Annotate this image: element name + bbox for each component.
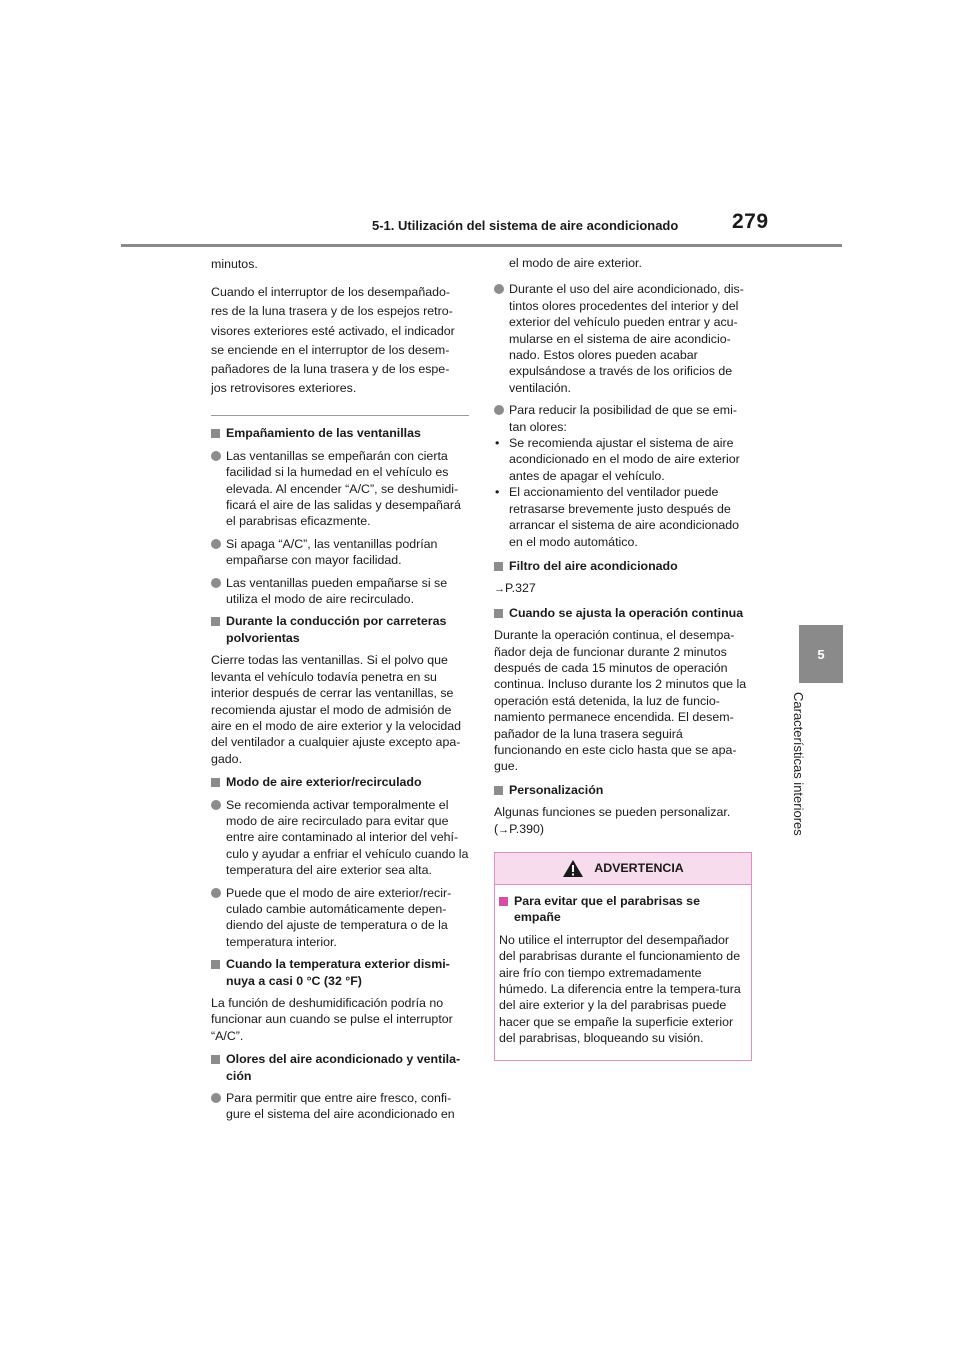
section-heading xyxy=(211,425,469,441)
section-heading xyxy=(494,605,752,621)
bullet-text: Se recomienda activar temporalmente el modo de aire recirculado para evitar que entre aire contaminado al interior del vehí-culo y ayudar a enfriar el vehículo cuando la temperatura del aire exterior sea alta. xyxy=(226,797,469,878)
paragraph: No utilice el interruptor del desempañador del parabrisas durante el funcionamiento de aire frío con tiempo extremadamente húmedo. La diferencia entre la tempera-tura del aire exterior y la del parabrisas puede hacer que se empañe la superficie exterior del parabrisas, bloqueando su visión. xyxy=(499,932,741,1046)
section-heading-text: Personalización xyxy=(509,782,604,797)
reference-text: P.390) xyxy=(509,821,545,836)
section-heading-text: Modo de aire exterior/recirculado xyxy=(226,775,422,790)
bullet-text: Si apaga “A/C”, las ventanillas podrían empañarse con mayor facilidad. xyxy=(226,536,438,568)
section-heading xyxy=(211,774,469,790)
paragraph-text: Algunas funciones se pueden personalizar. xyxy=(494,805,731,820)
bullet-item xyxy=(211,1090,469,1123)
bullet-item xyxy=(211,575,469,608)
intro-line: visores exteriores esté activado, el indicador xyxy=(211,323,455,338)
square-bullet-icon xyxy=(211,617,220,626)
intro-line: res de la luna trasera y de los espejos retro- xyxy=(211,304,453,319)
circle-bullet-icon xyxy=(211,1093,221,1103)
intro-line: Cuando el interruptor de los desempañado- xyxy=(211,285,451,300)
header-rule xyxy=(121,244,842,247)
circle-bullet-icon xyxy=(211,800,221,810)
circle-bullet-icon xyxy=(211,888,221,898)
page-reference[interactable] xyxy=(494,580,752,597)
section-heading-text: Durante la conducción por carreteras polvorientas xyxy=(226,614,447,645)
bullet-text: Las ventanillas se empeñarán con cierta facilidad si la humedad en el vehículo es elevada. Al encender “A/C”, se deshumidi-ficará el aire de las salidas y desempañará el parabrisas eficazmente. xyxy=(226,448,461,529)
bullet-item xyxy=(211,536,469,569)
bullet-text: Durante el uso del aire acondicionado, dis-tintos olores procedentes del interior y del exterior del vehículo pueden entrar y acu-mularse en el sistema de aire acondicio-nado. Estos olores pueden acabar expulsándose a través de los orificios de ventilación. xyxy=(509,282,744,395)
intro-line: minutos. xyxy=(211,257,258,271)
square-bullet-icon xyxy=(499,897,508,906)
section-divider xyxy=(211,415,469,416)
bullet-item xyxy=(494,402,752,435)
section-heading-text: Empañamiento de las ventanillas xyxy=(226,426,421,441)
paren-open: ( xyxy=(494,821,499,836)
arrow-right-icon: → xyxy=(498,823,510,836)
circle-bullet-icon xyxy=(494,405,504,415)
bullet-text: Para reducir la posibilidad de que se emi-tan olores: xyxy=(509,403,737,434)
circle-bullet-icon xyxy=(211,578,221,588)
bullet-text: Puede que el modo de aire exterior/recir-culado cambie automáticamente depen-diendo del ajuste de temperatura o de la temperatura interior. xyxy=(226,885,452,949)
bullet-text: Las ventanillas pueden empañarse si se utiliza el modo de aire recirculado. xyxy=(226,575,448,607)
section-heading xyxy=(494,782,752,798)
section-heading-text: Olores del aire acondicionado y ventila-ción xyxy=(226,1052,461,1083)
section-heading xyxy=(211,956,469,989)
section-heading xyxy=(499,893,745,926)
square-bullet-icon xyxy=(211,429,220,438)
dash-item xyxy=(494,484,752,550)
chapter-label: Características interiores xyxy=(791,692,806,836)
paragraph: La función de deshumidificación podría no funcionar aun cuando se pulse el interruptor “A/C”. xyxy=(211,996,453,1043)
section-heading xyxy=(211,613,469,646)
bullet-item xyxy=(211,885,469,951)
dot-marker: • xyxy=(495,485,500,500)
paragraph xyxy=(494,804,752,838)
paragraph: Durante la operación continua, el desempa-ñador deja de funcionar durante 2 minutos después de cada 15 minutos de operación continua. Incluso durante los 2 minutos que la operación está detenida, la luz de funcio-namiento permanece encendida. El desem-pañador de la luna trasera seguirá funcionando en este ciclo hasta que se apa-gue. xyxy=(494,628,747,774)
section-heading-text: Filtro del aire acondicionado xyxy=(509,558,678,573)
circle-bullet-icon xyxy=(494,284,504,294)
square-bullet-icon xyxy=(211,1055,220,1064)
paragraph: Cierre todas las ventanillas. Si el polvo que levanta el vehículo todavía penetra en su interior después de cerrar las ventanillas, se recomienda ajustar el modo de admisión de aire en el modo de aire exterior y la velocidad del ventilador a cualquier ajuste excepto apa-gado. xyxy=(211,653,462,766)
section-heading xyxy=(494,558,752,574)
bullet-item xyxy=(211,797,469,879)
circle-bullet-icon xyxy=(211,451,221,461)
section-heading-text: Cuando la temperatura exterior dismi-nuya a casi 0 °C (32 °F) xyxy=(226,957,450,988)
bullet-item xyxy=(494,281,752,396)
dash-text: El accionamiento del ventilador puede retrasarse brevemente justo después de arrancar el sistema de aire acondicionado en el modo automático. xyxy=(509,485,740,549)
chapter-tab xyxy=(799,625,843,683)
circle-bullet-icon xyxy=(211,539,221,549)
arrow-right-icon: → xyxy=(494,583,505,596)
warning-title: ADVERTENCIA xyxy=(594,861,684,876)
square-bullet-icon xyxy=(494,562,503,571)
warning-box xyxy=(494,852,752,1061)
page-number: 279 xyxy=(732,210,769,233)
square-bullet-icon xyxy=(211,960,220,969)
paragraph: el modo de aire exterior. xyxy=(509,256,642,270)
section-heading-text: Cuando se ajusta la operación continua xyxy=(509,605,744,620)
right-column xyxy=(494,255,752,1061)
section-title: 5-1. Utilización del sistema de aire acondicionado xyxy=(372,218,679,233)
intro-line: se enciende en el interruptor de los desem- xyxy=(211,342,450,357)
section-heading xyxy=(211,1051,469,1084)
warning-triangle-icon xyxy=(562,859,584,878)
section-heading-text: Para evitar que el parabrisas se empañe xyxy=(514,894,700,925)
warning-header xyxy=(495,853,751,885)
bullet-item xyxy=(211,448,469,530)
dot-marker: • xyxy=(495,436,500,451)
square-bullet-icon xyxy=(211,778,220,787)
square-bullet-icon xyxy=(494,609,503,618)
warning-body xyxy=(495,885,751,1047)
reference-text: P.327 xyxy=(505,581,536,596)
bullet-text: Para permitir que entre aire fresco, confi-gure el sistema del aire acondicionado en xyxy=(226,1091,455,1122)
page-reference[interactable] xyxy=(494,822,544,836)
chapter-number: 5 xyxy=(817,646,825,662)
square-bullet-icon xyxy=(494,786,503,795)
left-column xyxy=(211,255,469,1129)
intro-line: pañadores de la luna trasera y de los espe- xyxy=(211,362,450,377)
intro-line: jos retrovisores exteriores. xyxy=(211,381,357,396)
dash-text: Se recomienda ajustar el sistema de aire acondicionado en el modo de aire exterior antes de apagar el vehículo. xyxy=(509,436,740,483)
dash-item xyxy=(494,435,752,484)
